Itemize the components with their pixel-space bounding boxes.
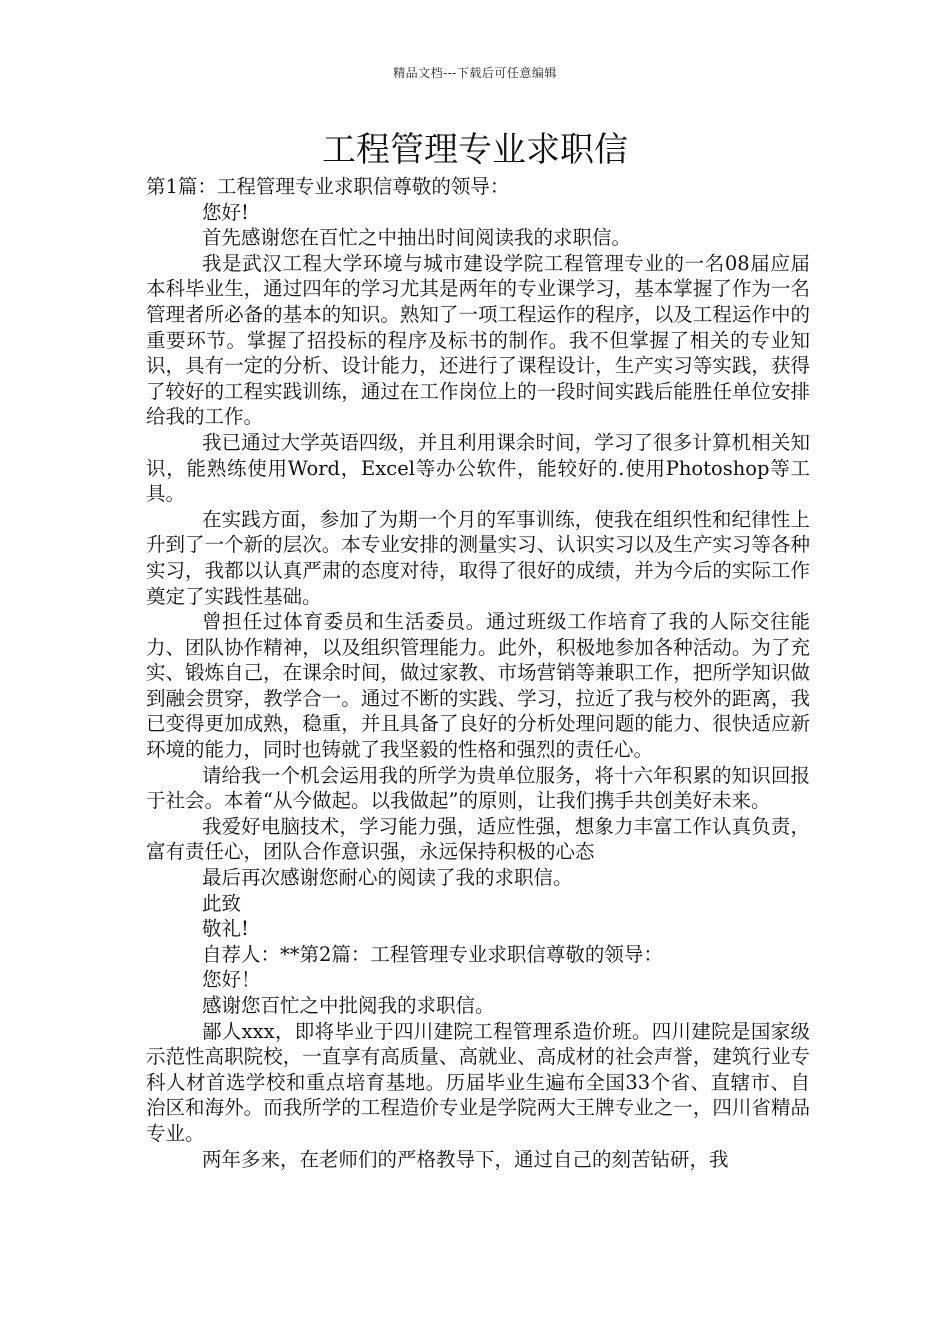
paragraph: 您好! — [202, 200, 249, 224]
paragraph: 首先感谢您在百忙之中抽出时间阅读我的求职信。 — [202, 226, 632, 250]
paragraph: 此致 — [202, 891, 242, 915]
paragraph: 我爱好电脑技术，学习能力强，适应性强，想象力丰富工作认真负责，富有责任心，团队合作意识强，永远保持积极的心态 — [146, 814, 810, 864]
paragraph: 自荐人：**第2篇：工程管理专业求职信尊敬的领导： — [202, 942, 663, 966]
paragraph: 感谢您百忙之中批阅我的求职信。 — [202, 994, 495, 1017]
paragraph: 鄙人xxx，即将毕业于四川建院工程管理系造价班。四川建院是国家级示范性高职院校，一直享有高质量、高就业、高成材的社会声誉，建筑行业专科人材首选学校和重点培育基地。历届毕业生遍布全国33个省、直辖市、自治区和海外。而我所学的工程造价专业是学院两大王牌专业之一，四川省精品专业。 — [146, 1019, 810, 1145]
paragraph: 第1篇：工程管理专业求职信尊敬的领导： — [146, 175, 510, 198]
paragraph: 最后再次感谢您耐心的阅读了我的求职信。 — [202, 866, 573, 890]
paragraph: 两年多来，在老师们的严格教导下，通过自己的刻苦钻研，我 — [202, 1147, 729, 1171]
paragraph: 请给我一个机会运用我的所学为贵单位服务，将十六年积累的知识回报于社会。本着“从今做起。以我做起”的原则，让我们携手共创美好未来。 — [146, 763, 810, 813]
paragraph: 我是武汉工程大学环境与城市建设学院工程管理专业的一名08届应届本科毕业生，通过四年的学习尤其是两年的专业课学习，基本掌握了作为一名管理者所必备的基本的知识。熟知了一项工程运作的程序，以及工程运作中的重要环节。掌握了招投标的程序及标书的制作。我不但掌握了相关的专业知识，具有一定的分析、设计能力，还进行了课程设计，生产实习等实践，获得了较好的工程实践训练，通过在工作岗位上的一段时间实践后能胜任单位安排给我的工作。 — [146, 251, 810, 429]
header-note: 精品文档---下载后可任意编辑 — [393, 66, 557, 80]
paragraph: 您好！ — [202, 968, 261, 992]
document-body — [146, 174, 810, 1172]
paragraph: 我已通过大学英语四级，并且利用课余时间，学习了很多计算机相关知识，能熟练使用Word，Excel等办公软件，能较好的.使用Photoshop等工具。 — [146, 430, 810, 506]
paragraph: 在实践方面，参加了为期一个月的军事训练，使我在组织性和纪律性上升到了一个新的层次。本专业安排的测量实习、认识实习以及生产实习等各种实习，我都以认真严肃的态度对待，取得了很好的成绩，并为今后的实际工作奠定了实践性基础。 — [146, 507, 810, 608]
paragraph: 曾担任过体育委员和生活委员。通过班级工作培育了我的人际交往能力、团队协作精神，以及组织管理能力。此外，积极地参加各种活动。为了充实、锻炼自己，在课余时间，做过家教、市场营销等兼职工作，把所学知识做到融会贯穿，教学合一。通过不断的实践、学习，拉近了我与校外的距离，我已变得更加成熟，稳重，并且具备了良好的分析处理问题的能力、很快适应新环境的能力，同时也铸就了我坚毅的性格和强烈的责任心。 — [146, 610, 810, 762]
document-title: 工程管理专业求职信 — [322, 130, 628, 170]
paragraph: 敬礼! — [202, 917, 249, 941]
